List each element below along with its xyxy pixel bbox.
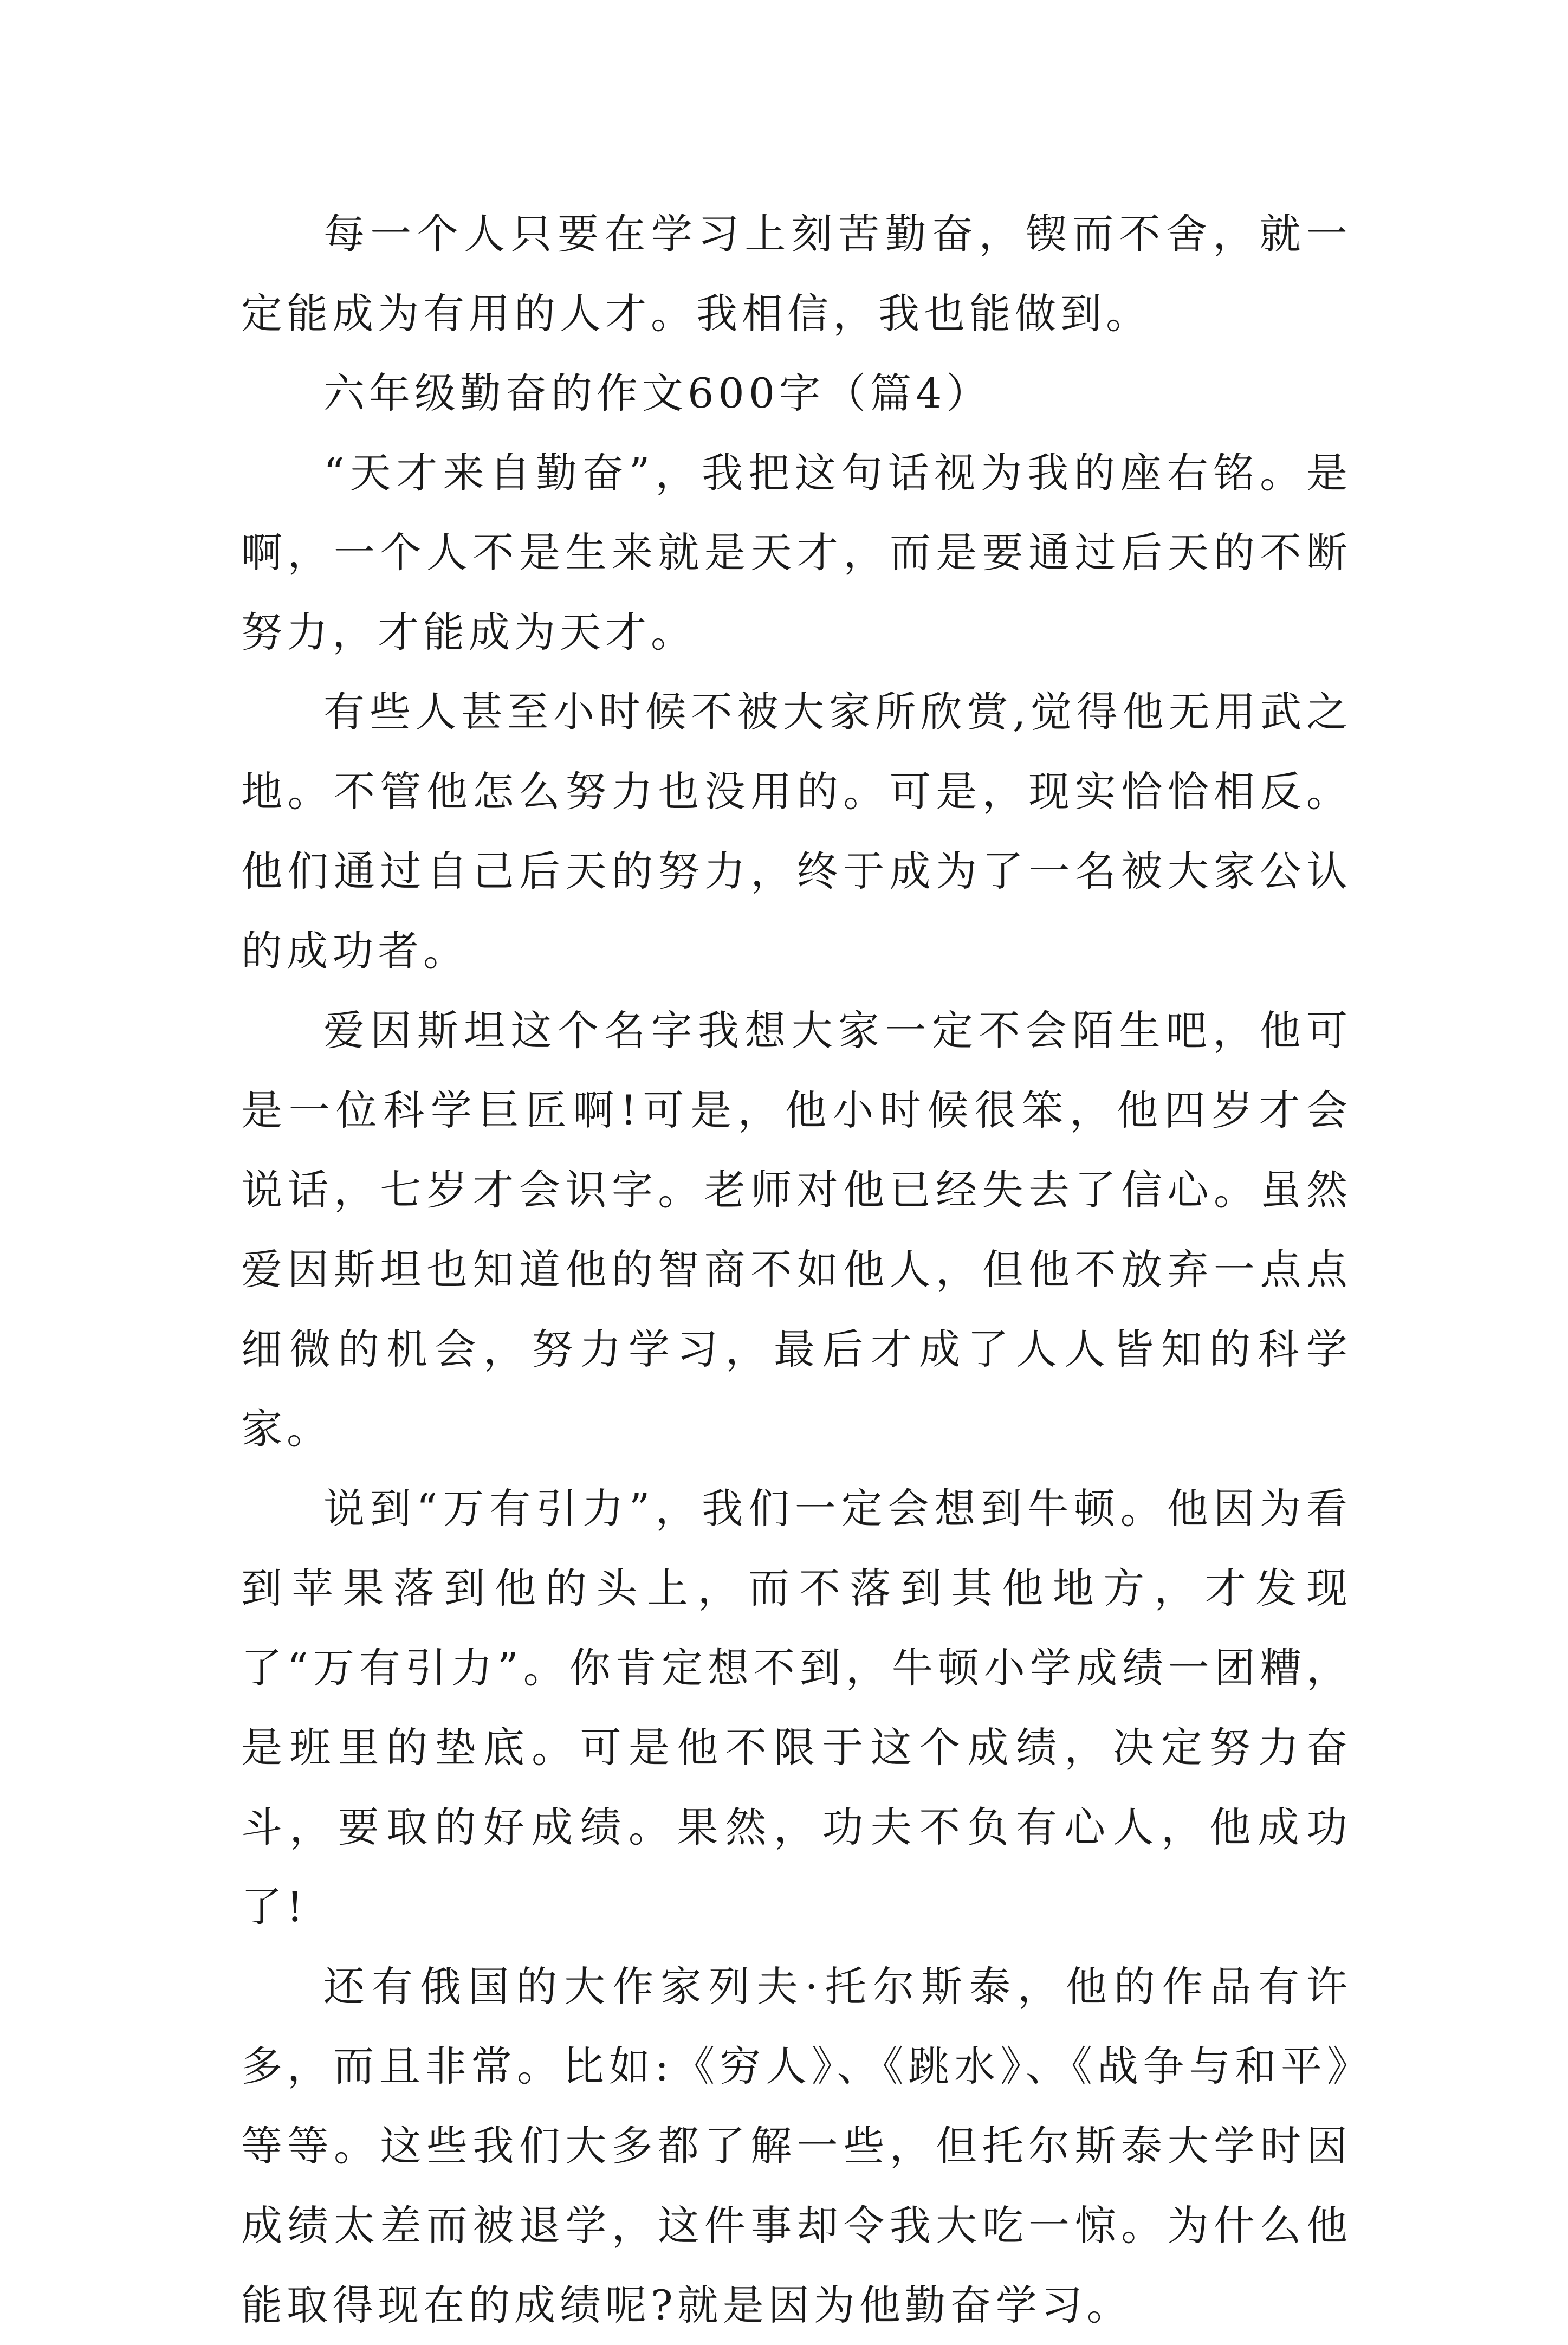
document-body — [241, 194, 1352, 2345]
paragraph-conclusion: 每一个人只要在学习上刻苦勤奋，锲而不舍，就一定能成为有用的人才。我相信，我也能做到。 — [241, 210, 1352, 338]
paragraph-general: 有些人甚至小时候不被大家所欣赏,觉得他无用武之地。不管他怎么努力也没用的。可是，现实恰恰相反。他们通过自己后天的努力，终于成为了一名被大家公认的成功者。 — [241, 688, 1352, 975]
section-heading: 六年级勤奋的作文600字（篇4） — [323, 369, 992, 417]
paragraph-tolstoy: 还有俄国的大作家列夫·托尔斯泰，他的作品有许多，而且非常。比如:《穷人》、《跳水》、《战争与和平》等等。这些我们大多都了解一些，但托尔斯泰大学时因成绩太差而被退学，这件事却令我大吃一惊。为什么他能取得现在的成绩呢?就是因为他勤奋学习。 — [241, 1962, 1352, 2329]
paragraph-intro: “天才来自勤奋”，我把这句话视为我的座右铭。是啊，一个人不是生来就是天才，而是要通过后天的不断努力，才能成为天才。 — [241, 449, 1352, 656]
paragraph-einstein: 爱因斯坦这个名字我想大家一定不会陌生吧，他可是一位科学巨匠啊!可是，他小时候很笨，他四岁才会说话，七岁才会识字。老师对他已经失去了信心。虽然爱因斯坦也知道他的智商不如他人，但他不放弃一点点细微的机会，努力学习，最后才成了人人皆知的科学家。 — [241, 1006, 1352, 1453]
paragraph-newton: 说到“万有引力”，我们一定会想到牛顿。他因为看到苹果落到他的头上，而不落到其他地方，才发现了“万有引力”。你肯定想不到，牛顿小学成绩一团糟，是班里的垫底。可是他不限于这个成绩，决定努力奋斗，要取的好成绩。果然，功夫不负有心人，他成功了! — [241, 1484, 1352, 1931]
